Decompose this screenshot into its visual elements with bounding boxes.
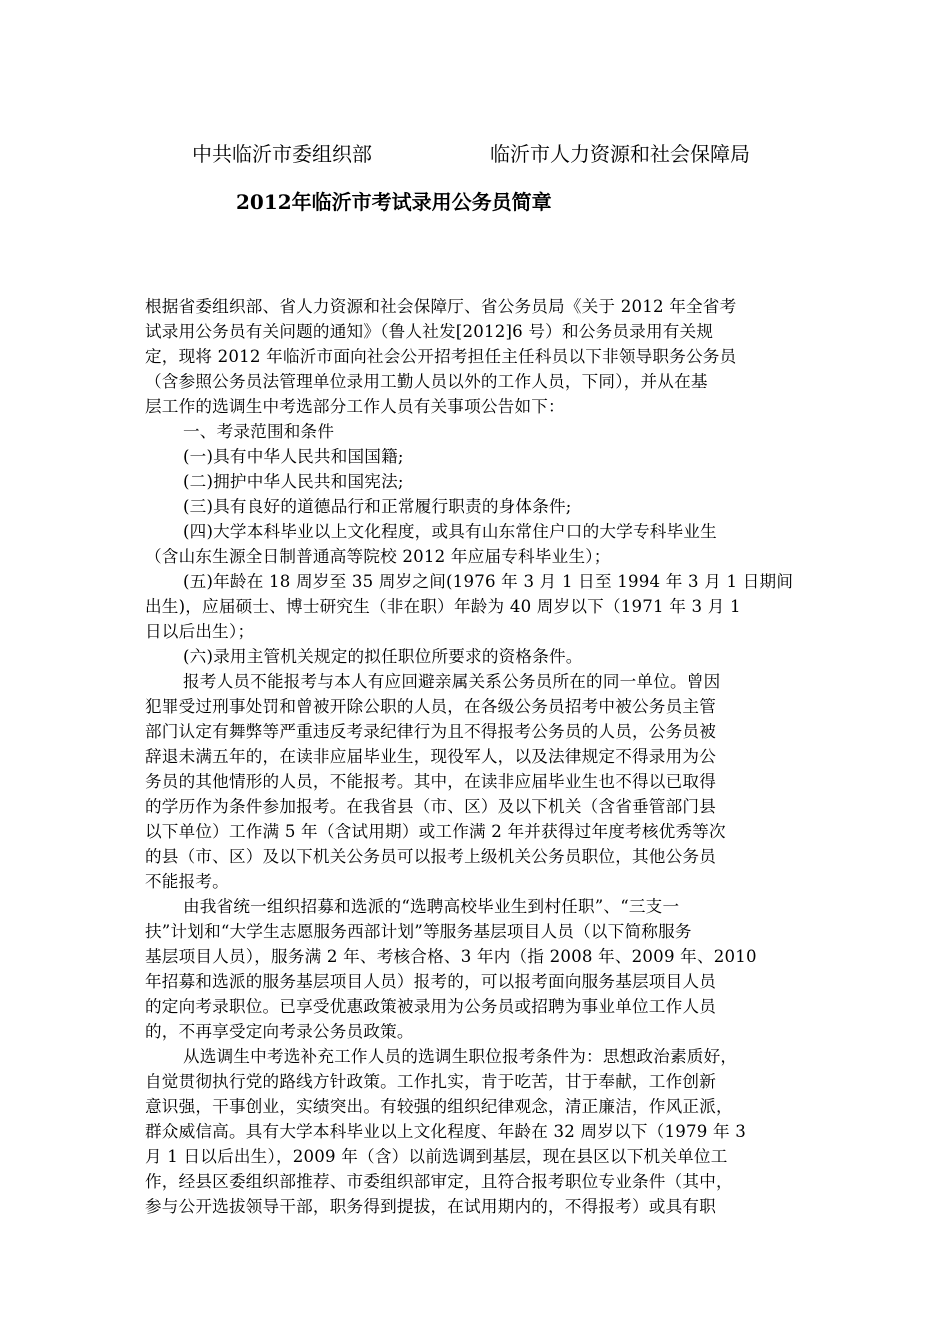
body-text-line: 意识强，干事创业，实绩突出。有较强的组织纪律观念，清正廉洁，作风正派， xyxy=(145,1097,733,1116)
body-text-line: 月 1 日以后出生），2009 年（含）以前选调到基层，现在县区以下机关单位工 xyxy=(145,1147,728,1166)
body-text-line: 扶”计划和“大学生志愿服务西部计划”等服务基层项目人员（以下简称服务 xyxy=(145,922,692,941)
body-text-line: 的县（市、区）及以下机关公务员可以报考上级机关公务员职位，其他公务员 xyxy=(145,847,716,866)
body-text-line: 的学历作为条件参加报考。在我省县（市、区）及以下机关（含省垂管部门县 xyxy=(145,797,716,816)
body-text-line: 犯罪受过刑事处罚和曾被开除公职的人员，在各级公务员招考中被公务员主管 xyxy=(145,697,716,716)
body-text-line: 由我省统一组织招募和选派的“选聘高校毕业生到村任职”、“三支一 xyxy=(183,897,680,916)
body-text-line: （含山东生源全日制普通高等院校 2012 年应届专科毕业生）； xyxy=(145,547,611,566)
body-text-line: (六)录用主管机关规定的拟任职位所要求的资格条件。 xyxy=(183,647,583,666)
body-text-line: 以下单位）工作满 5 年（含试用期）或工作满 2 年并获得过年度考核优秀等次 xyxy=(145,822,726,841)
body-text-line: 根据省委组织部、省人力资源和社会保障厅、省公务员局《关于 2012 年全省考 xyxy=(145,297,737,316)
body-text-line: (四)大学本科毕业以上文化程度，或具有山东常住户口的大学专科毕业生 xyxy=(183,522,717,541)
body-text-line: 自觉贯彻执行党的路线方针政策。工作扎实，肯于吃苦，甘于奉献，工作创新 xyxy=(145,1072,716,1091)
body-text-line: 的，不再享受定向考录公务员政策。 xyxy=(145,1022,414,1041)
document-body xyxy=(145,294,807,1219)
document-header xyxy=(192,138,812,168)
document-title: 2012年临沂市考试录用公务员简章 xyxy=(236,190,552,214)
body-text-line: (五)年龄在 18 周岁至 35 周岁之间(1976 年 3 月 1 日至 1994 年 3 月 1 日期间 xyxy=(183,572,794,591)
body-text-line: 定，现将 2012 年临沂市面向社会公开招考担任主任科员以下非领导职务公务员 xyxy=(145,347,737,366)
body-text-line: （含参照公务员法管理单位录用工勤人员以外的工作人员，下同），并从在基 xyxy=(145,372,708,391)
body-text-line: 一、考录范围和条件 xyxy=(183,422,335,441)
body-text-line: (二)拥护中华人民共和国宪法; xyxy=(183,472,404,491)
body-text-line: 作，经县区委组织部推荐、市委组织部审定，且符合报考职位专业条件（其中， xyxy=(145,1172,733,1191)
body-text-line: 群众威信高。具有大学本科毕业以上文化程度、年龄在 32 周岁以下（1979 年 3 xyxy=(145,1122,747,1141)
body-text-line: (三)具有良好的道德品行和正常履行职责的身体条件; xyxy=(183,497,572,516)
body-text-line: 层工作的选调生中考选部分工作人员有关事项公告如下： xyxy=(145,397,565,416)
issuer-hr-bureau: 临沂市人力资源和社会保障局 xyxy=(490,142,750,166)
body-text-line: (一)具有中华人民共和国国籍; xyxy=(183,447,404,466)
body-text-line: 部门认定有舞弊等严重违反考录纪律行为且不得报考公务员的人员，公务员被 xyxy=(145,722,716,741)
body-text-line: 务员的其他情形的人员，不能报考。其中，在读非应届毕业生也不得以已取得 xyxy=(145,772,716,791)
issuer-party-committee: 中共临沂市委组织部 xyxy=(192,142,372,166)
body-text-line: 的定向考录职位。已享受优惠政策被录用为公务员或招聘为事业单位工作人员 xyxy=(145,997,716,1016)
body-text-line: 日以后出生）； xyxy=(145,622,255,641)
body-text-line: 报考人员不能报考与本人有应回避亲属关系公务员所在的同一单位。曾因 xyxy=(183,672,721,691)
body-text-line: 从选调生中考选补充工作人员的选调生职位报考条件为：思想政治素质好， xyxy=(183,1047,738,1066)
body-text-line: 辞退未满五年的，在读非应届毕业生，现役军人，以及法律规定不得录用为公 xyxy=(145,747,716,766)
body-text-line: 基层项目人员），服务满 2 年、考核合格、3 年内（指 2008 年、2009 年、2010 xyxy=(145,947,757,966)
body-text-line: 年招募和选派的服务基层项目人员）报考的，可以报考面向服务基层项目人员 xyxy=(145,972,716,991)
body-text-line: 参与公开选拔领导干部，职务得到提拔，在试用期内的，不得报考）或具有职 xyxy=(145,1197,716,1216)
body-text-line: 试录用公务员有关问题的通知》（鲁人社发[2012]6 号）和公务员录用有关规 xyxy=(145,322,714,341)
body-text-line: 出生)，应届硕士、博士研究生（非在职）年龄为 40 周岁以下（1971 年 3 月 1 xyxy=(145,597,741,616)
body-text-line: 不能报考。 xyxy=(145,872,229,891)
